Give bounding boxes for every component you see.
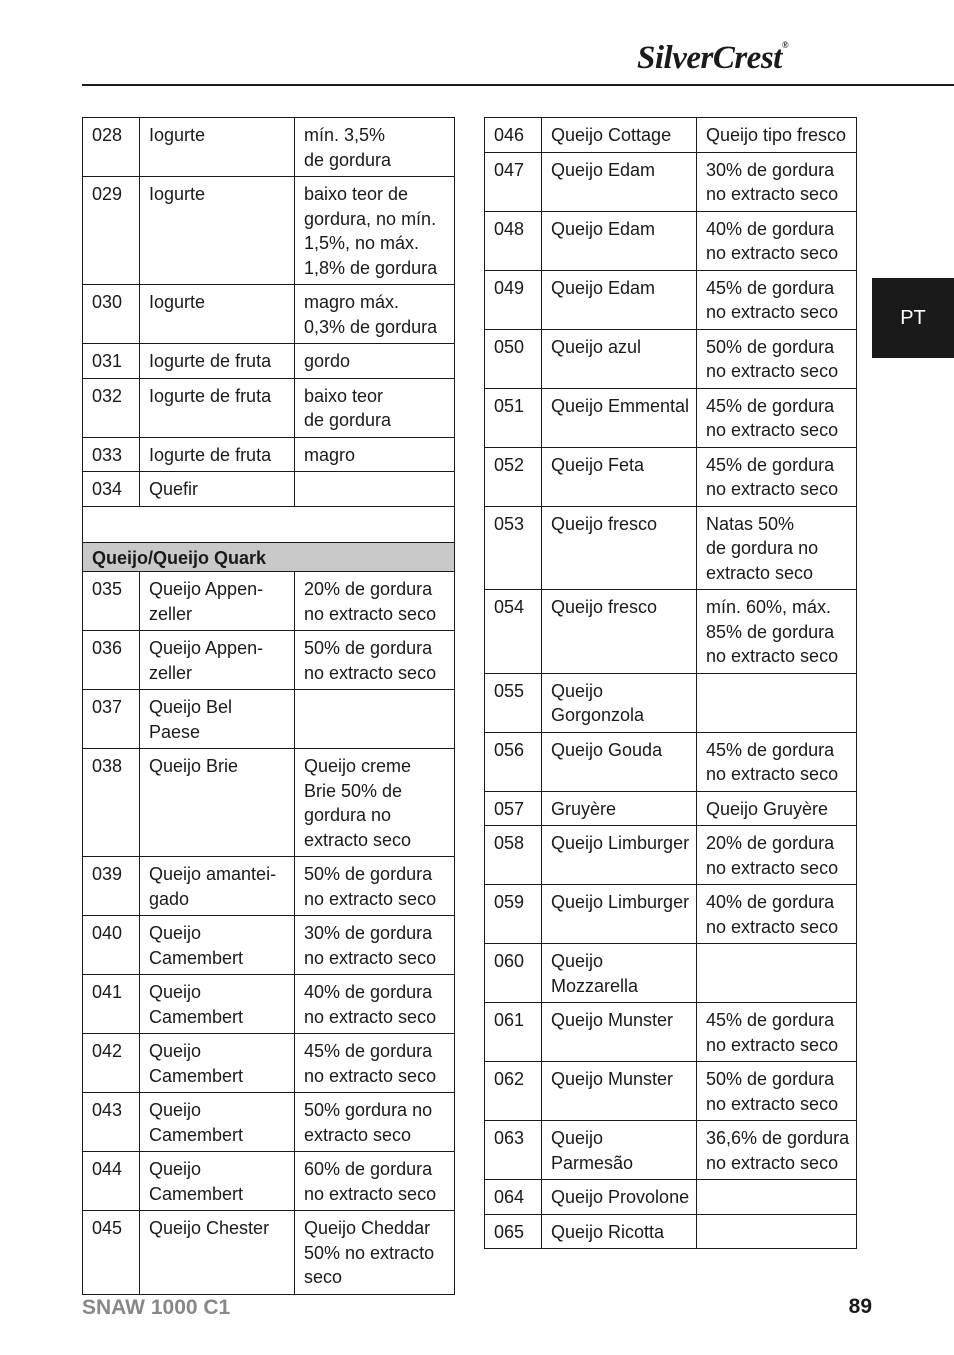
food-description	[697, 673, 857, 732]
food-code: 047	[485, 152, 542, 211]
food-name: Queijo Camembert	[140, 1093, 295, 1152]
table-row	[83, 472, 455, 507]
food-code: 065	[485, 1214, 542, 1249]
food-code: 064	[485, 1180, 542, 1215]
table-row	[485, 944, 857, 1003]
page-number: 89	[848, 1295, 872, 1318]
food-description: magro máx. 0,3% de gordura	[295, 285, 455, 344]
food-description: mín. 3,5% de gordura	[295, 118, 455, 177]
food-description: 40% de gordura no extracto seco	[697, 211, 857, 270]
food-description: gordo	[295, 344, 455, 379]
food-name: Gruyère	[542, 791, 697, 826]
food-table-left-body	[83, 118, 455, 1295]
food-code: 061	[485, 1003, 542, 1062]
food-name: Queijo Limburger	[542, 826, 697, 885]
food-description: 36,6% de gordura no extracto seco	[697, 1121, 857, 1180]
registered-mark: ®	[781, 40, 789, 50]
food-description: Queijo Cheddar 50% no extracto seco	[295, 1211, 455, 1295]
food-name: Queijo Gouda	[542, 732, 697, 791]
table-row	[83, 631, 455, 690]
food-code: 052	[485, 447, 542, 506]
food-description: 20% de gordura no extracto seco	[295, 572, 455, 631]
food-code: 037	[83, 690, 140, 749]
food-name: Queijo Edam	[542, 211, 697, 270]
food-name: Queijo Emmental	[542, 388, 697, 447]
table-row	[83, 857, 455, 916]
table-row	[485, 270, 857, 329]
table-row	[485, 388, 857, 447]
food-description: mín. 60%, máx. 85% de gordura no extracto seco	[697, 590, 857, 674]
food-table-right	[484, 117, 857, 1249]
table-row	[83, 344, 455, 379]
table-row	[485, 118, 857, 153]
language-tab: PT	[872, 278, 954, 358]
food-name: Queijo fresco	[542, 590, 697, 674]
table-row	[485, 885, 857, 944]
food-code: 041	[83, 975, 140, 1034]
food-name: Queijo Provolone	[542, 1180, 697, 1215]
section-header-row	[83, 542, 455, 572]
table-row	[485, 152, 857, 211]
food-description: magro	[295, 437, 455, 472]
food-name: Queijo Ricotta	[542, 1214, 697, 1249]
food-table-right-body	[485, 118, 857, 1249]
food-code: 043	[83, 1093, 140, 1152]
food-name: Queijo Cottage	[542, 118, 697, 153]
food-name: Queijo Camembert	[140, 1034, 295, 1093]
table-row	[485, 1180, 857, 1215]
food-description: 45% de gordura no extracto seco	[697, 732, 857, 791]
food-name: Queijo azul	[542, 329, 697, 388]
food-code: 034	[83, 472, 140, 507]
food-description: 40% de gordura no extracto seco	[697, 885, 857, 944]
food-code: 050	[485, 329, 542, 388]
blank-row	[83, 506, 455, 542]
food-description: baixo teor de gordura, no mín. 1,5%, no máx. 1,8% de gordura	[295, 177, 455, 285]
food-code: 028	[83, 118, 140, 177]
food-code: 057	[485, 791, 542, 826]
table-row	[485, 1121, 857, 1180]
food-name: Queijo Appen- zeller	[140, 631, 295, 690]
food-code: 060	[485, 944, 542, 1003]
table-row	[485, 1062, 857, 1121]
food-description: 60% de gordura no extracto seco	[295, 1152, 455, 1211]
food-name: Iogurte de fruta	[140, 378, 295, 437]
food-name: Queijo Camembert	[140, 916, 295, 975]
food-name: Queijo Feta	[542, 447, 697, 506]
food-code: 030	[83, 285, 140, 344]
food-description: 45% de gordura no extracto seco	[697, 270, 857, 329]
food-name: Queijo Munster	[542, 1062, 697, 1121]
food-code: 058	[485, 826, 542, 885]
food-name: Queijo Parmesão	[542, 1121, 697, 1180]
food-code: 048	[485, 211, 542, 270]
food-description: Queijo creme Brie 50% de gordura no extracto seco	[295, 749, 455, 857]
table-row	[83, 1034, 455, 1093]
food-name: Queijo Limburger	[542, 885, 697, 944]
food-code: 059	[485, 885, 542, 944]
food-description	[295, 690, 455, 749]
food-code: 033	[83, 437, 140, 472]
food-description: Natas 50% de gordura no extracto seco	[697, 506, 857, 590]
food-table-left	[82, 117, 455, 1295]
food-name: Quefir	[140, 472, 295, 507]
food-name: Queijo Mozzarella	[542, 944, 697, 1003]
food-code: 062	[485, 1062, 542, 1121]
food-description	[295, 472, 455, 507]
table-row	[485, 211, 857, 270]
food-description: Queijo Gruyère	[697, 791, 857, 826]
table-row	[83, 1093, 455, 1152]
food-name: Iogurte de fruta	[140, 437, 295, 472]
food-code: 046	[485, 118, 542, 153]
food-code: 049	[485, 270, 542, 329]
food-name: Queijo Munster	[542, 1003, 697, 1062]
brand-logo	[637, 40, 867, 76]
food-description: Queijo tipo fresco	[697, 118, 857, 153]
table-row	[83, 177, 455, 285]
food-name: Iogurte de fruta	[140, 344, 295, 379]
food-code: 044	[83, 1152, 140, 1211]
food-description	[697, 1180, 857, 1215]
food-description: 50% gordura no extracto seco	[295, 1093, 455, 1152]
food-code: 038	[83, 749, 140, 857]
food-code: 056	[485, 732, 542, 791]
food-code: 063	[485, 1121, 542, 1180]
food-code: 055	[485, 673, 542, 732]
header-rule	[82, 84, 954, 86]
food-code: 045	[83, 1211, 140, 1295]
food-code: 032	[83, 378, 140, 437]
food-name: Queijo Chester	[140, 1211, 295, 1295]
food-description: 45% de gordura no extracto seco	[295, 1034, 455, 1093]
section-header: Queijo/Queijo Quark	[83, 542, 455, 572]
brand-wordmark: SilverCrest	[637, 40, 782, 76]
food-name: Queijo Gorgonzola	[542, 673, 697, 732]
table-row	[83, 1152, 455, 1211]
food-name: Queijo Edam	[542, 152, 697, 211]
food-name: Queijo fresco	[542, 506, 697, 590]
table-row	[83, 916, 455, 975]
footer-model: SNAW 1000 C1	[82, 1296, 231, 1319]
blank-cell	[83, 506, 455, 542]
table-row	[83, 749, 455, 857]
table-row	[485, 826, 857, 885]
food-description: 45% de gordura no extracto seco	[697, 447, 857, 506]
food-description: 50% de gordura no extracto seco	[295, 631, 455, 690]
table-row	[485, 791, 857, 826]
food-name: Queijo Bel Paese	[140, 690, 295, 749]
food-code: 036	[83, 631, 140, 690]
table-row	[83, 1211, 455, 1295]
food-code: 053	[485, 506, 542, 590]
table-row	[485, 506, 857, 590]
food-name: Iogurte	[140, 177, 295, 285]
food-name: Iogurte	[140, 118, 295, 177]
table-row	[485, 329, 857, 388]
table-row	[83, 285, 455, 344]
food-description: baixo teor de gordura	[295, 378, 455, 437]
food-description: 30% de gordura no extracto seco	[295, 916, 455, 975]
food-code: 054	[485, 590, 542, 674]
table-row	[485, 673, 857, 732]
food-name: Queijo Appen- zeller	[140, 572, 295, 631]
food-code: 040	[83, 916, 140, 975]
food-code: 035	[83, 572, 140, 631]
food-name: Queijo Edam	[542, 270, 697, 329]
food-code: 031	[83, 344, 140, 379]
food-name: Queijo amantei- gado	[140, 857, 295, 916]
food-description	[697, 944, 857, 1003]
table-row	[83, 378, 455, 437]
table-row	[485, 732, 857, 791]
table-row	[83, 690, 455, 749]
food-description: 50% de gordura no extracto seco	[697, 329, 857, 388]
food-code: 042	[83, 1034, 140, 1093]
food-name: Queijo Camembert	[140, 1152, 295, 1211]
table-row	[83, 975, 455, 1034]
food-name: Queijo Brie	[140, 749, 295, 857]
food-name: Queijo Camembert	[140, 975, 295, 1034]
table-row	[485, 1214, 857, 1249]
table-row	[83, 118, 455, 177]
food-description	[697, 1214, 857, 1249]
food-description: 50% de gordura no extracto seco	[697, 1062, 857, 1121]
food-description: 20% de gordura no extracto seco	[697, 826, 857, 885]
food-code: 039	[83, 857, 140, 916]
table-row	[485, 1003, 857, 1062]
table-row	[485, 590, 857, 674]
food-code: 029	[83, 177, 140, 285]
food-description: 30% de gordura no extracto seco	[697, 152, 857, 211]
table-row	[485, 447, 857, 506]
food-description: 45% de gordura no extracto seco	[697, 388, 857, 447]
food-description: 45% de gordura no extracto seco	[697, 1003, 857, 1062]
food-description: 50% de gordura no extracto seco	[295, 857, 455, 916]
food-description: 40% de gordura no extracto seco	[295, 975, 455, 1034]
food-code: 051	[485, 388, 542, 447]
table-row	[83, 437, 455, 472]
food-name: Iogurte	[140, 285, 295, 344]
table-row	[83, 572, 455, 631]
